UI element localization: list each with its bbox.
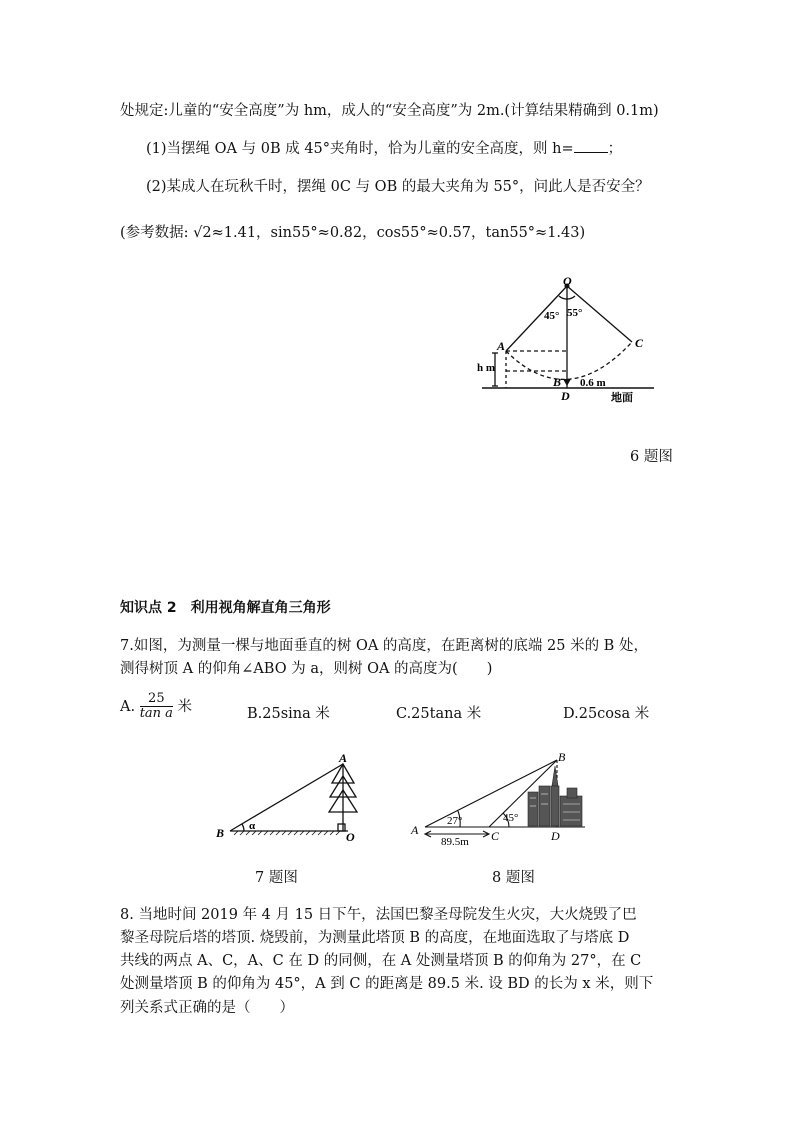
problem7-option-c: C.25tana 米 bbox=[396, 706, 482, 722]
figure-8-cathedral-diagram bbox=[405, 748, 595, 846]
figure-7-caption: 7 题图 bbox=[255, 870, 298, 886]
label-d: D bbox=[561, 389, 570, 403]
label-d: D bbox=[551, 829, 560, 843]
label-o: O bbox=[346, 830, 355, 842]
problem6-question2: (2)某成人在玩秋千时，摆绳 0C 与 OB 的最大夹角为 55°，问此人是否安全？ bbox=[146, 179, 650, 195]
label-0-6: 0.6 m bbox=[580, 377, 606, 389]
figure-6-swing-diagram bbox=[470, 276, 670, 411]
arrow-b bbox=[563, 379, 571, 386]
label-h: h m bbox=[477, 362, 496, 374]
label-b: B bbox=[216, 826, 225, 840]
figure-8-caption: 8 题图 bbox=[492, 870, 535, 886]
problem7-line1: 7.如图，为测量一棵与地面垂直的树 OA 的高度，在距离树的底端 25 米的 B 处， bbox=[120, 638, 648, 654]
option-a-prefix: A. bbox=[120, 698, 136, 715]
label-c: C bbox=[635, 336, 644, 350]
problem8-line3: 共线的两点 A、C，A、C 在 D 的同侧，在 A 处测量塔顶 B 的仰角为 27°，在 C bbox=[120, 953, 642, 969]
problem7-option-a bbox=[120, 692, 192, 722]
option-a-denominator: tan a bbox=[139, 706, 173, 722]
label-alpha: α bbox=[249, 820, 256, 832]
label-angle-27: 27° bbox=[447, 815, 463, 827]
label-a: A bbox=[339, 752, 348, 765]
problem7-option-d: D.25cosa 米 bbox=[563, 706, 650, 722]
label-a: A bbox=[411, 823, 419, 837]
section-heading: 知识点 2 利用视角解直角三角形 bbox=[120, 600, 331, 616]
swing-arc bbox=[506, 342, 632, 379]
label-distance: 89.5m bbox=[441, 836, 469, 846]
label-b: B bbox=[553, 375, 562, 389]
line-of-sight bbox=[230, 764, 343, 831]
cathedral-picture bbox=[528, 766, 582, 826]
right-angle-mark bbox=[338, 824, 345, 831]
problem6-question1-text: (1)当摆绳 OA 与 0B 成 45°夹角时，恰为儿童的安全高度，则 h= bbox=[146, 141, 574, 157]
figure-6-caption: 6 题图 bbox=[630, 449, 673, 465]
problem6-reference-data: (参考数据: √2≈1.41，sin55°≈0.82，cos55°≈0.57，tan55°≈1.43) bbox=[120, 225, 586, 241]
label-angle-45: 45° bbox=[503, 812, 519, 824]
problem7-line2: 测得树顶 A 的仰角∠ABO 为 a，则树 OA 的高度为( ) bbox=[120, 661, 493, 677]
problem8-line2: 黎圣母院后塔的塔顶. 烧毁前，为测量此塔顶 B 的高度，在地面选取了与塔底 D bbox=[120, 930, 630, 946]
problem8-line5: 列关系式正确的是（ ） bbox=[120, 1000, 294, 1016]
label-angle-55: 55° bbox=[567, 307, 583, 319]
figure-7-tree-diagram bbox=[210, 752, 370, 842]
angle-arc bbox=[242, 824, 244, 831]
label-a: A bbox=[497, 339, 506, 353]
label-o: O bbox=[563, 276, 572, 288]
answer-blank bbox=[574, 140, 608, 153]
problem6-question1 bbox=[146, 137, 622, 158]
problem8-line4: 处测量塔顶 B 的仰角为 45°，A 到 C 的距离是 89.5 米. 设 BD 的长为 x 米，则下 bbox=[120, 976, 654, 992]
option-a-numerator: 25 bbox=[140, 692, 173, 707]
label-ground: 地面 bbox=[611, 392, 633, 404]
label-b: B bbox=[558, 750, 566, 764]
problem6-intro: 处规定:儿童的“安全高度”为 hm，成人的“安全高度”为 2m.(计算结果精确到 0.1m) bbox=[120, 103, 659, 119]
option-a-unit: 米 bbox=[177, 698, 193, 715]
problem6-question1-end: ； bbox=[607, 141, 623, 157]
option-a-fraction bbox=[140, 692, 173, 722]
label-c: C bbox=[491, 829, 500, 843]
problem7-option-b: B.25sina 米 bbox=[247, 706, 330, 722]
problem8-line1: 8. 当地时间 2019 年 4 月 15 日下午，法国巴黎圣母院发生火灾，大火烧毁了巴 bbox=[120, 907, 637, 923]
label-angle-45: 45° bbox=[544, 310, 560, 322]
